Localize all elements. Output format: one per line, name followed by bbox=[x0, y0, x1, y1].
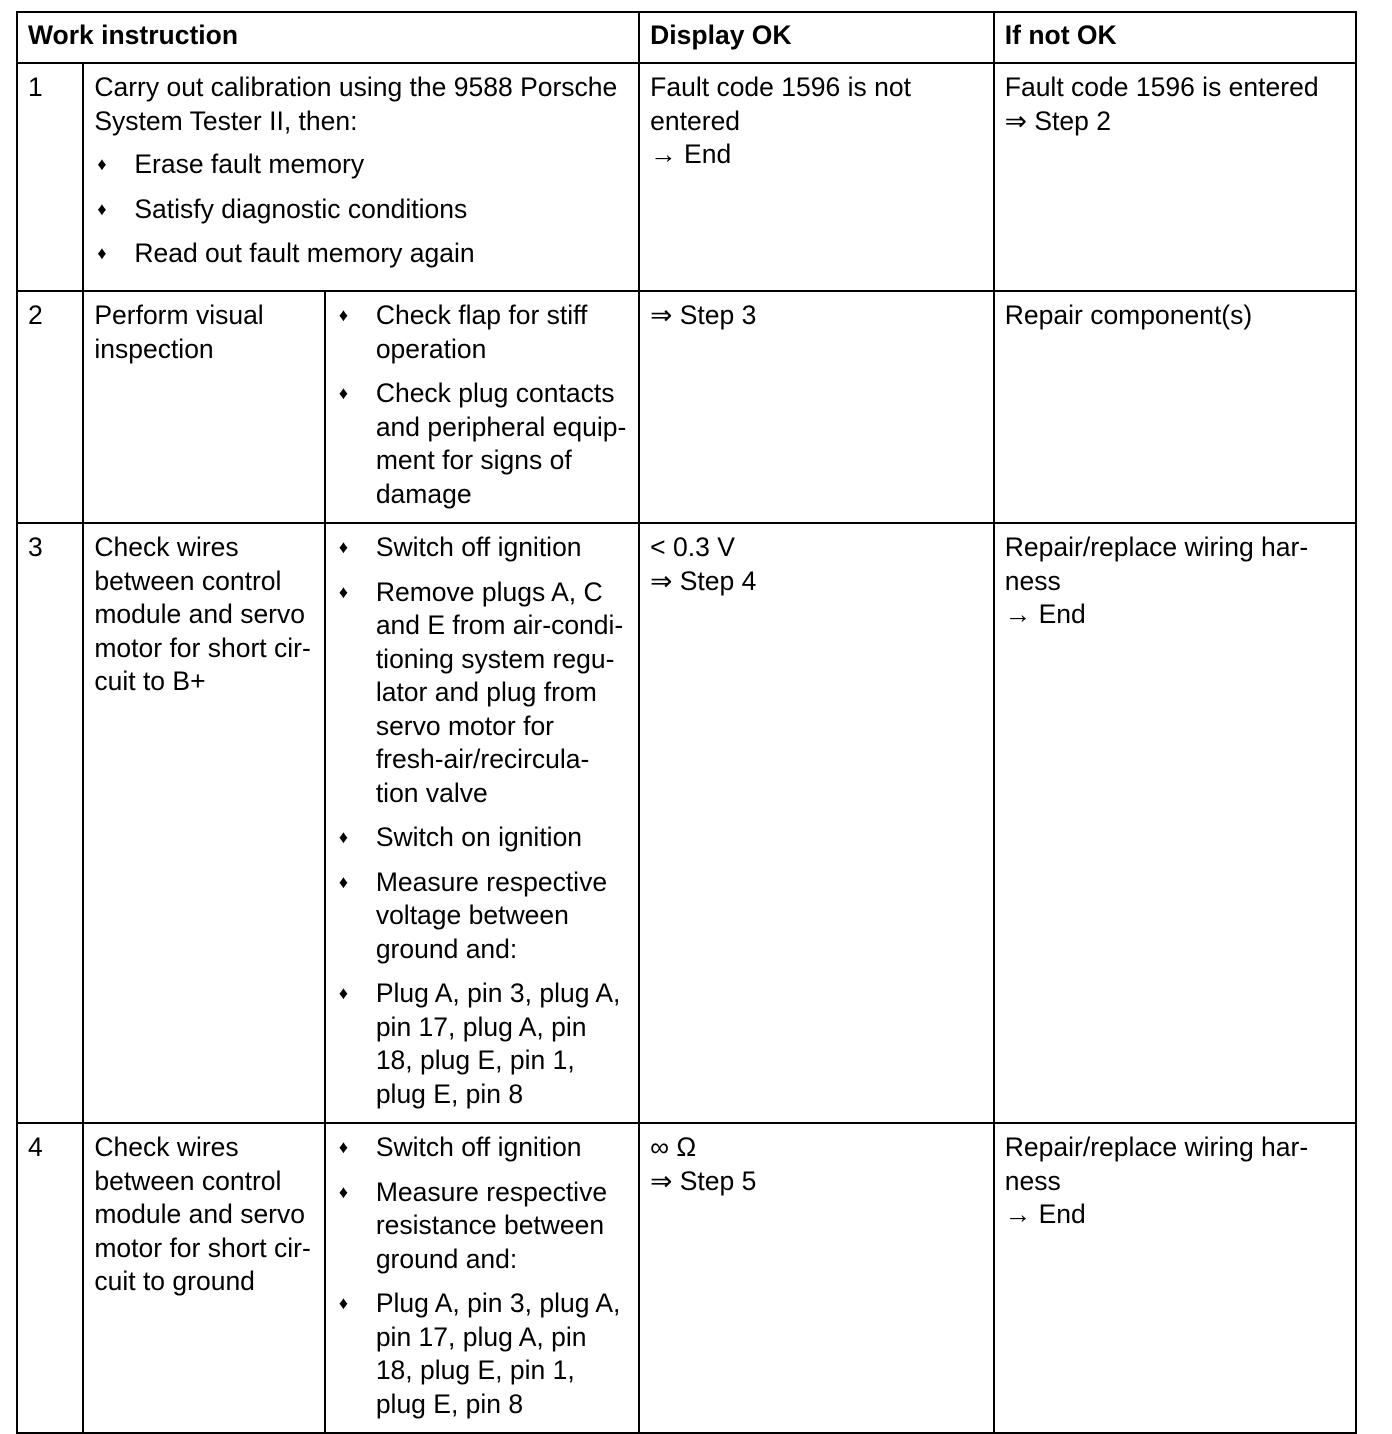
result-next: ⇒ Step 4 bbox=[650, 565, 757, 596]
step-number: 4 bbox=[17, 1123, 83, 1433]
header-work-instruction: Work instruction bbox=[17, 12, 639, 63]
list-item-text: Remove plugs A, C and E from air-condi-tioning system regu-lator and plug from servo motor for fresh-air/recircula-tion valve bbox=[375, 576, 624, 808]
bullet-diamond-icon: ♦ bbox=[338, 383, 348, 403]
step-number: 1 bbox=[17, 63, 83, 291]
step-substeps bbox=[325, 1123, 639, 1433]
step-bullet-list bbox=[336, 531, 628, 1111]
list-item bbox=[336, 1176, 628, 1277]
bullet-diamond-icon: ♦ bbox=[338, 581, 348, 602]
header-row bbox=[17, 12, 1356, 63]
if-not-ok-cell bbox=[994, 291, 1356, 523]
list-item bbox=[336, 977, 628, 1111]
table-row-step-3 bbox=[17, 523, 1356, 1123]
table-row-step-2 bbox=[17, 291, 1356, 523]
list-item-text: Plug A, pin 3, plug A, pin 17, plug A, pin 18, plug E, pin 1, plug E, pin 8 bbox=[375, 1288, 621, 1419]
if-not-ok-cell bbox=[994, 63, 1356, 291]
result-text: Fault code 1596 is entered bbox=[1004, 72, 1319, 102]
result-next: ⇒ Step 3 bbox=[650, 300, 757, 330]
result-text: ∞ Ω bbox=[650, 1132, 697, 1162]
list-item-text: Read out fault memory again bbox=[134, 238, 475, 268]
list-item bbox=[336, 1131, 628, 1165]
step-description: Check wires between control module and servo motor for short cir-cuit to B+ bbox=[83, 523, 324, 1123]
table-row-step-4 bbox=[17, 1123, 1356, 1433]
step-number: 3 bbox=[17, 523, 83, 1123]
bullet-diamond-icon: ♦ bbox=[97, 243, 107, 263]
list-item-text: Measure respective voltage between ground and: bbox=[375, 866, 608, 964]
bullet-diamond-icon: ♦ bbox=[338, 827, 348, 847]
list-item-text: Switch off ignition bbox=[375, 532, 582, 562]
step-bullet-list bbox=[336, 1131, 628, 1421]
step-substeps bbox=[325, 523, 639, 1123]
step-description: Carry out calibration using the 9588 Porsche System Tester II, then: bbox=[94, 72, 618, 136]
bullet-diamond-icon: ♦ bbox=[97, 154, 107, 174]
display-ok-cell bbox=[639, 523, 994, 1123]
display-ok-cell bbox=[639, 291, 994, 523]
result-text: < 0.3 V bbox=[650, 532, 735, 562]
list-item bbox=[336, 821, 628, 855]
if-not-ok-cell bbox=[994, 1123, 1356, 1433]
display-ok-cell bbox=[639, 63, 994, 291]
bullet-diamond-icon: ♦ bbox=[338, 1181, 348, 1202]
step-substeps bbox=[325, 291, 639, 523]
list-item bbox=[336, 377, 628, 511]
step-description: Perform visual inspection bbox=[83, 291, 324, 523]
display-ok-cell bbox=[639, 1123, 994, 1433]
result-next: ⇒ Step 5 bbox=[650, 1165, 757, 1196]
bullet-diamond-icon: ♦ bbox=[338, 983, 348, 1003]
result-text: Repair component(s) bbox=[1004, 300, 1253, 330]
list-item bbox=[336, 1287, 628, 1421]
result-text: Repair/replace wiring har-ness bbox=[1004, 1132, 1309, 1196]
bullet-diamond-icon: ♦ bbox=[97, 198, 107, 219]
bullet-diamond-icon: ♦ bbox=[338, 871, 348, 892]
step-instruction bbox=[83, 63, 639, 291]
list-item-text: Switch on ignition bbox=[375, 822, 583, 852]
list-item bbox=[94, 237, 628, 271]
step-description: Check wires between control module and servo motor for short cir-cuit to ground bbox=[83, 1123, 324, 1433]
if-not-ok-cell bbox=[994, 523, 1356, 1123]
header-if-not-ok: If not OK bbox=[994, 12, 1356, 63]
result-text: Fault code 1596 is not entered bbox=[650, 72, 911, 136]
result-next: → End bbox=[650, 139, 732, 169]
bullet-diamond-icon: ♦ bbox=[338, 537, 348, 557]
table-row-step-1 bbox=[17, 63, 1356, 291]
list-item-text: Measure respective resistance between ground and: bbox=[375, 1176, 608, 1274]
step-bullet-list bbox=[94, 148, 628, 271]
result-text: Repair/replace wiring har-ness bbox=[1004, 532, 1309, 596]
list-item-text: Plug A, pin 3, plug A, pin 17, plug A, pin 18, plug E, pin 1, plug E, pin 8 bbox=[375, 978, 621, 1109]
result-next: → End bbox=[1004, 1199, 1086, 1229]
list-item bbox=[336, 531, 628, 565]
bullet-diamond-icon: ♦ bbox=[338, 305, 348, 325]
step-bullet-list bbox=[336, 299, 628, 511]
list-item bbox=[336, 299, 628, 366]
list-item bbox=[94, 148, 628, 182]
list-item bbox=[336, 576, 628, 811]
list-item-text: Satisfy diagnostic conditions bbox=[134, 193, 468, 224]
list-item bbox=[94, 193, 628, 227]
result-next: → End bbox=[1004, 599, 1086, 629]
bullet-diamond-icon: ♦ bbox=[338, 1293, 348, 1313]
list-item bbox=[336, 866, 628, 967]
list-item-text: Erase fault memory bbox=[134, 149, 365, 179]
list-item-text: Check flap for stiff operation bbox=[375, 300, 588, 364]
step-number: 2 bbox=[17, 291, 83, 523]
list-item-text: Check plug contacts and peripheral equip-ment for signs of damage bbox=[375, 378, 627, 509]
work-instruction-table bbox=[16, 11, 1357, 1434]
list-item-text: Switch off ignition bbox=[375, 1132, 582, 1162]
bullet-diamond-icon: ♦ bbox=[338, 1137, 348, 1157]
result-next: ⇒ Step 2 bbox=[1004, 105, 1111, 136]
header-display-ok: Display OK bbox=[639, 12, 994, 63]
